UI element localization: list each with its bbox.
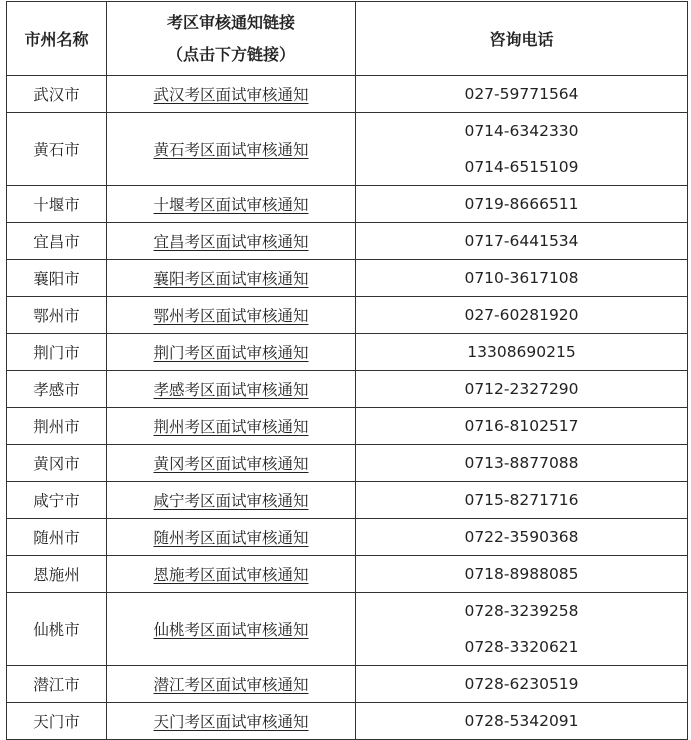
table-row bbox=[7, 408, 688, 445]
link-cell bbox=[107, 297, 356, 334]
phone-cell bbox=[356, 223, 688, 260]
notice-link[interactable]: 恩施考区面试审核通知 bbox=[153, 566, 309, 584]
table-row bbox=[7, 186, 688, 223]
city-name: 随州市 bbox=[7, 519, 107, 556]
notice-link[interactable]: 仙桃考区面试审核通知 bbox=[153, 621, 309, 639]
city-name: 孝感市 bbox=[7, 371, 107, 408]
table-row bbox=[7, 76, 688, 113]
header-link bbox=[107, 2, 356, 76]
link-cell bbox=[107, 334, 356, 371]
table-row bbox=[7, 703, 688, 740]
city-name: 鄂州市 bbox=[7, 297, 107, 334]
city-name: 天门市 bbox=[7, 703, 107, 740]
notice-link[interactable]: 黄冈考区面试审核通知 bbox=[153, 455, 309, 473]
link-cell bbox=[107, 519, 356, 556]
table-row bbox=[7, 334, 688, 371]
header-link-hint: （点击下方链接） bbox=[166, 44, 295, 64]
phone-number: 0728-5342091 bbox=[464, 712, 579, 730]
city-name: 黄冈市 bbox=[7, 445, 107, 482]
table-row bbox=[7, 593, 688, 666]
city-name: 潜江市 bbox=[7, 666, 107, 703]
phone-number: 0716-8102517 bbox=[464, 417, 579, 435]
phone-number: 0728-3320621 bbox=[464, 638, 579, 656]
link-cell bbox=[107, 260, 356, 297]
table-row bbox=[7, 519, 688, 556]
city-name: 仙桃市 bbox=[7, 593, 107, 666]
phone-cell bbox=[356, 482, 688, 519]
city-name: 十堰市 bbox=[7, 186, 107, 223]
table-row bbox=[7, 260, 688, 297]
city-name: 襄阳市 bbox=[7, 260, 107, 297]
phone-cell bbox=[356, 297, 688, 334]
table-row bbox=[7, 666, 688, 703]
notice-link[interactable]: 孝感考区面试审核通知 bbox=[153, 381, 309, 399]
city-name: 恩施州 bbox=[7, 556, 107, 593]
table-row bbox=[7, 371, 688, 408]
notice-link[interactable]: 潜江考区面试审核通知 bbox=[153, 676, 309, 694]
phone-cell bbox=[356, 666, 688, 703]
city-name: 武汉市 bbox=[7, 76, 107, 113]
phone-cell bbox=[356, 260, 688, 297]
link-cell bbox=[107, 445, 356, 482]
phone-cell bbox=[356, 334, 688, 371]
phone-cell bbox=[356, 445, 688, 482]
table-header-row bbox=[7, 2, 688, 76]
notice-link[interactable]: 宜昌考区面试审核通知 bbox=[153, 233, 309, 251]
notice-link[interactable]: 荆门考区面试审核通知 bbox=[153, 344, 309, 362]
city-name: 咸宁市 bbox=[7, 482, 107, 519]
link-cell bbox=[107, 76, 356, 113]
phone-cell bbox=[356, 76, 688, 113]
phone-number: 0710-3617108 bbox=[464, 269, 579, 287]
phone-cell bbox=[356, 593, 688, 666]
header-phone: 咨询电话 bbox=[356, 2, 688, 76]
exam-notice-table bbox=[6, 1, 688, 740]
phone-number: 0714-6515109 bbox=[464, 158, 579, 176]
link-cell bbox=[107, 186, 356, 223]
phone-cell bbox=[356, 371, 688, 408]
notice-link[interactable]: 十堰考区面试审核通知 bbox=[153, 196, 309, 214]
notice-link[interactable]: 荆州考区面试审核通知 bbox=[153, 418, 309, 436]
link-cell bbox=[107, 593, 356, 666]
phone-cell bbox=[356, 519, 688, 556]
phone-number: 027-59771564 bbox=[464, 85, 579, 103]
link-cell bbox=[107, 556, 356, 593]
table-row bbox=[7, 113, 688, 186]
table-body bbox=[7, 76, 688, 740]
phone-number: 027-60281920 bbox=[464, 306, 579, 324]
table-row bbox=[7, 556, 688, 593]
city-name: 宜昌市 bbox=[7, 223, 107, 260]
notice-link[interactable]: 武汉考区面试审核通知 bbox=[153, 86, 309, 104]
notice-link[interactable]: 襄阳考区面试审核通知 bbox=[153, 270, 309, 288]
city-name: 荆州市 bbox=[7, 408, 107, 445]
phone-number: 0722-3590368 bbox=[464, 528, 579, 546]
phone-number: 0719-8666511 bbox=[464, 195, 579, 213]
table-row bbox=[7, 482, 688, 519]
phone-cell bbox=[356, 703, 688, 740]
link-cell bbox=[107, 666, 356, 703]
link-cell bbox=[107, 371, 356, 408]
phone-number: 13308690215 bbox=[467, 343, 576, 361]
phone-cell bbox=[356, 113, 688, 186]
link-cell bbox=[107, 482, 356, 519]
phone-cell bbox=[356, 556, 688, 593]
table-row bbox=[7, 223, 688, 260]
link-cell bbox=[107, 113, 356, 186]
link-cell bbox=[107, 223, 356, 260]
phone-cell bbox=[356, 186, 688, 223]
notice-link[interactable]: 天门考区面试审核通知 bbox=[153, 713, 309, 731]
notice-link[interactable]: 咸宁考区面试审核通知 bbox=[153, 492, 309, 510]
notice-link[interactable]: 随州考区面试审核通知 bbox=[153, 529, 309, 547]
phone-number: 0715-8271716 bbox=[464, 491, 579, 509]
header-link-title: 考区审核通知链接 bbox=[166, 12, 295, 32]
phone-number: 0728-6230519 bbox=[464, 675, 579, 693]
city-name: 荆门市 bbox=[7, 334, 107, 371]
city-name: 黄石市 bbox=[7, 113, 107, 186]
header-city: 市州名称 bbox=[7, 2, 107, 76]
phone-cell bbox=[356, 408, 688, 445]
phone-number: 0714-6342330 bbox=[464, 122, 579, 140]
notice-link[interactable]: 黄石考区面试审核通知 bbox=[153, 141, 309, 159]
table-row bbox=[7, 297, 688, 334]
phone-number: 0717-6441534 bbox=[464, 232, 579, 250]
phone-number: 0728-3239258 bbox=[464, 602, 579, 620]
link-cell bbox=[107, 703, 356, 740]
notice-link[interactable]: 鄂州考区面试审核通知 bbox=[153, 307, 309, 325]
phone-number: 0718-8988085 bbox=[464, 565, 579, 583]
phone-number: 0712-2327290 bbox=[464, 380, 579, 398]
phone-number: 0713-8877088 bbox=[464, 454, 579, 472]
table-row bbox=[7, 445, 688, 482]
link-cell bbox=[107, 408, 356, 445]
